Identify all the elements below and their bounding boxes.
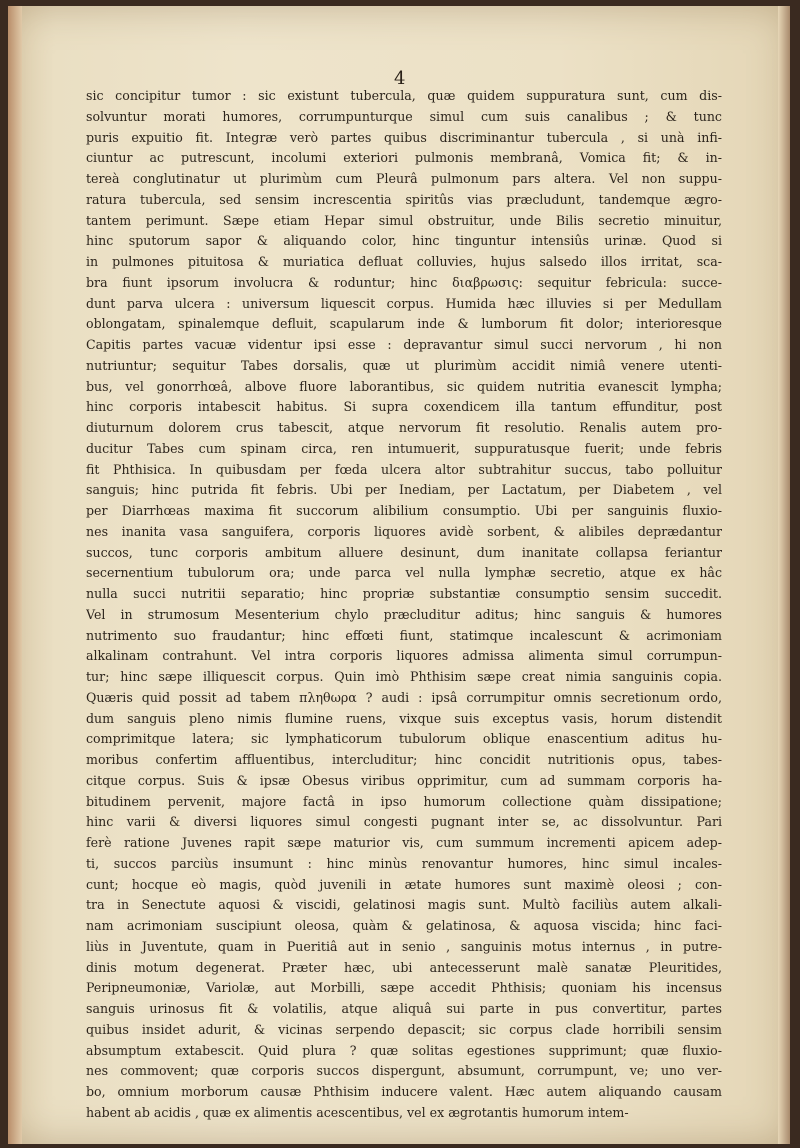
text-line: sanguis; hinc putrida fit febris. Ubi per Inediam, per Lactatum, per Diabetem , vel (86, 482, 722, 498)
page-number: 4 (394, 68, 406, 89)
text-line: moribus confertim affluentibus, intercluditur; hinc concidit nutritionis opus, tabes- (86, 752, 722, 767)
text-line: fit Phthisica. In quibusdam per fœda ulcera altor subtrahitur succus, tabo polluitur (86, 461, 722, 477)
text-line: ferè ratione Juvenes rapit sæpe maturior vis, cum summum incrementi apicem adep- (86, 835, 722, 850)
text-line: citque corpus. Suis & ipsæ Obesus viribus opprimitur, cum ad summam corporis ha- (86, 772, 722, 788)
text-line: sanguis urinosus fit & volatilis, atque aliquâ sui parte in pus convertitur, partes (86, 1001, 722, 1016)
text-line: solvuntur morati humores, corrumpunturque simul cum suis canalibus ; & tunc (86, 108, 722, 124)
text-line: dinis motum degenerat. Præter hæc, ubi antecesserunt malè sanatæ Pleuritides, (86, 959, 722, 975)
book-page (8, 6, 790, 1144)
page-binding-edge (8, 6, 22, 1144)
text-line: alkalinam contrahunt. Vel intra corporis liquores admissa alimenta simul corrumpun- (86, 648, 722, 664)
text-line: ratura tubercula, sed sensim increscentia spiritûs vias præcludunt, tandemque ægro- (86, 191, 722, 207)
text-line: absumptum extabescit. Quid plura ? quæ solitas egestiones supprimunt; quæ fluxio- (86, 1042, 722, 1058)
text-line: ti, succos parciùs insumunt : hinc minùs renovantur humores, hinc simul incales- (86, 855, 722, 871)
text-line: tantem perimunt. Sæpe etiam Hepar simul obstruitur, unde Bilis secretio minuitur, (86, 212, 722, 228)
text-line: Capitis partes vacuæ videntur ipsi esse : depravantur simul succi nervorum , hi non (86, 337, 722, 352)
text-line: dum sanguis pleno nimis flumine ruens, vixque suis exceptus vasis, horum distendit (86, 710, 722, 726)
text-line: in pulmones pituitosa & muriatica defluat colluvies, hujus salsedo illos irritat, sca- (86, 254, 722, 269)
text-line: nes commovent; quæ corporis succos dispergunt, absumunt, corrumpunt, ve; uno ver- (86, 1063, 722, 1079)
text-line: sic concipitur tumor : sic existunt tubercula, quæ quidem suppuratura sunt, cum dis- (86, 88, 722, 103)
text-line: diuturnum dolorem crus tabescit, atque nervorum fit resolutio. Renalis autem pro- (86, 420, 722, 435)
text-line: bus, vel gonorrhœâ, albove fluore laborantibus, sic quidem nutritia evanescit lympha; (86, 378, 722, 394)
text-line: tereà conglutinatur ut plurimùm cum Pleurâ pulmonum pars altera. Vel non suppu- (86, 171, 722, 186)
body-text (86, 86, 722, 1124)
text-line: liùs in Juventute, quam in Pueritiâ aut in senio , sanguinis motus internus , in putre- (86, 938, 722, 954)
text-line: per Diarrhœas maxima fit succorum alibilium consumptio. Ubi per sanguinis fluxio- (86, 503, 722, 518)
text-line: cunt; hocque eò magis, quòd juvenili in ætate humores sunt maximè oleosi ; con- (86, 876, 722, 892)
text-line: tur; hinc sæpe illiquescit corpus. Quin imò Phthisim sæpe creat nimia sanguinis copia. (86, 669, 722, 684)
text-line: quibus insidet adurit, & vicinas serpendo depascit; sic corpus clade horribili sensim (86, 1021, 722, 1037)
text-line: habent ab acidis , quæ ex alimentis acescentibus, vel ex ægrotantis humorum intem- (86, 1104, 629, 1120)
text-line: nam acrimoniam suscipiunt oleosa, quàm & gelatinosa, & aquosa viscida; hinc faci- (86, 918, 722, 933)
text-line: ducitur Tabes cum spinam circa, ren intumuerit, suppuratusque fuerit; unde febris (86, 440, 722, 456)
text-line: bra fiunt ipsorum involucra & roduntur; hinc διαβρωσις: sequitur febricula: succe- (86, 274, 722, 290)
text-line: tra in Senectute aquosi & viscidi, gelatinosi magis sunt. Multò faciliùs autem alkali- (86, 897, 722, 913)
text-line: dunt parva ulcera : universum liquescit corpus. Humida hæc illuvies si per Medullam (86, 295, 722, 311)
text-line: nes inanita vasa sanguifera, corporis liquores avidè sorbent, & alibiles deprædantur (86, 523, 722, 539)
text-line: nutrimento suo fraudantur; hinc effœti fiunt, statimque incalescunt & acrimoniam (86, 627, 722, 643)
text-line: oblongatam, spinalemque defluit, scapularum inde & lumborum fit dolor; interioresque (86, 316, 722, 332)
text-line: comprimitque latera; sic lymphaticorum tubulorum oblique enascentium aditus hu- (86, 731, 722, 747)
text-line: puris expuitio fit. Integræ verò partes quibus discriminantur tubercula , si unà infi- (86, 129, 722, 145)
text-line: nutriuntur; sequitur Tabes dorsalis, quæ ut plurimùm accidit nimiâ venere utenti- (86, 357, 722, 373)
text-line: ciuntur ac putrescunt, incolumi exteriori pulmonis membranâ, Vomica fit; & in- (86, 150, 722, 166)
text-line: hinc varii & diversi liquores simul congesti pugnant inter se, ac dissolvuntur. Pari (86, 814, 722, 830)
page-outer-edge (778, 6, 790, 1144)
text-line: secernentium tubulorum ora; unde parca vel nulla lymphæ secretio, atque ex hâc (86, 565, 722, 581)
text-line: succos, tunc corporis ambitum alluere desinunt, dum inanitate collapsa feriantur (86, 544, 722, 560)
text-line: bitudinem pervenit, majore factâ in ipso humorum collectione quàm dissipatione; (86, 793, 722, 809)
text-line: nulla succi nutritii separatio; hinc propriæ substantiæ consumptio sensim succedit. (86, 586, 722, 601)
text-line: hinc corporis intabescit habitus. Si supra coxendicem illa tantum effunditur, post (86, 399, 722, 415)
text-line: hinc sputorum sapor & aliquando color, hinc tinguntur intensiûs urinæ. Quod si (86, 233, 722, 249)
text-line: Vel in strumosum Mesenterium chylo præcluditur aditus; hinc sanguis & humores (86, 606, 722, 622)
text-line: Quæris quid possit ad tabem πληθωρα ? audi : ipsâ corrumpitur omnis secretionum ordo, (86, 689, 722, 705)
text-line: Peripneumoniæ, Variolæ, aut Morbilli, sæpe accedit Phthisis; quoniam his incensus (86, 980, 722, 996)
text-line: bo, omnium morborum causæ Phthisim inducere valent. Hæc autem aliquando causam (86, 1084, 722, 1099)
